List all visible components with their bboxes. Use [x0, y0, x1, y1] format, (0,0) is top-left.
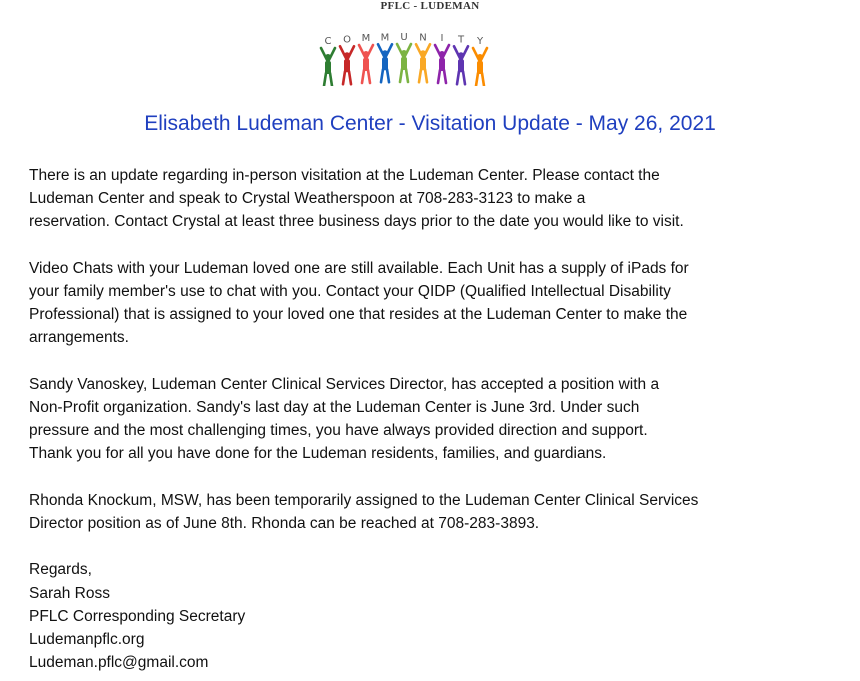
logo-letter: M — [361, 33, 371, 44]
logo-letter: Y — [476, 36, 484, 47]
paragraph-line: Video Chats with your Ludeman loved one are still available. Each Unit has a supply of iPads for — [29, 259, 689, 277]
paragraph-line: Director position as of June 8th. Rhonda can be reached at 708-283-3893. — [29, 515, 540, 532]
paragraph-line: Professional) that is assigned to your loved one that resides at the Ludeman Center to make the — [29, 306, 688, 324]
logo-figure-icon — [397, 44, 411, 82]
paragraph-line: There is an update regarding in-person visitation at the Ludeman Center. Please contact the — [29, 167, 660, 184]
logo-letter: N — [419, 32, 427, 44]
logo-figure-icon — [416, 44, 430, 82]
logo-letter: I — [440, 33, 444, 44]
paragraph-line: pressure and the most challenging times, you have always provided direction and support. — [29, 422, 648, 440]
logo-letters — [325, 32, 484, 47]
logo-figure-icon — [435, 45, 449, 83]
logo-figure-icon — [340, 46, 354, 84]
logo-letter: M — [380, 32, 390, 44]
logo-figure-icon — [359, 45, 373, 83]
logo-letter: O — [343, 34, 351, 46]
letter-body — [29, 164, 829, 674]
paragraph-line: Sandy Vanoskey, Ludeman Center Clinical Services Director, has accepted a position with a — [29, 375, 660, 393]
paragraph-interim-director — [29, 489, 829, 535]
paragraph-line: your family member's use to chat with you. Contact your QIDP (Qualified Intellectual Disability — [29, 283, 671, 300]
signature-role: PFLC Corresponding Secretary — [29, 607, 246, 625]
paragraph-line: reservation. Contact Crystal at least three business days prior to the date you would like to visit. — [29, 213, 684, 231]
logo-figure-icon — [454, 46, 468, 84]
signature-name: Sarah Ross — [29, 584, 110, 602]
paragraph-director-departure — [29, 373, 829, 466]
paragraph-line: Non-Profit organization. Sandy's last day at the Ludeman Center is June 3rd. Under such — [29, 399, 640, 416]
signature-website: Ludemanpflc.org — [29, 631, 145, 648]
signature-email: Ludeman.pflc@gmail.com — [29, 654, 209, 672]
page-title: Elisabeth Ludeman Center - Visitation Update - May 26, 2021 — [144, 112, 716, 135]
paragraph-line: Thank you for all you have done for the Ludeman residents, families, and guardians. — [29, 445, 607, 463]
signature-block — [29, 558, 829, 674]
logo-letter: T — [457, 34, 465, 46]
paragraph-video-chats — [29, 257, 829, 350]
logo-figures — [321, 44, 487, 86]
logo-figure-icon — [473, 48, 487, 86]
community-logo — [316, 28, 492, 86]
paragraph-line: arrangements. — [29, 329, 129, 347]
logo-letter: C — [324, 36, 332, 47]
logo-figure-icon — [378, 44, 392, 82]
logo-figure-icon — [321, 48, 335, 86]
logo-letter: U — [400, 32, 408, 43]
org-header: PFLC - LUDEMAN — [380, 0, 480, 12]
paragraph-line: Rhonda Knockum, MSW, has been temporarily assigned to the Ludeman Center Clinical Services — [29, 491, 699, 509]
paragraph-visitation — [29, 164, 829, 234]
signature-closing: Regards, — [29, 561, 92, 579]
paragraph-line: Ludeman Center and speak to Crystal Weatherspoon at 708-283-3123 to make a — [29, 190, 586, 208]
